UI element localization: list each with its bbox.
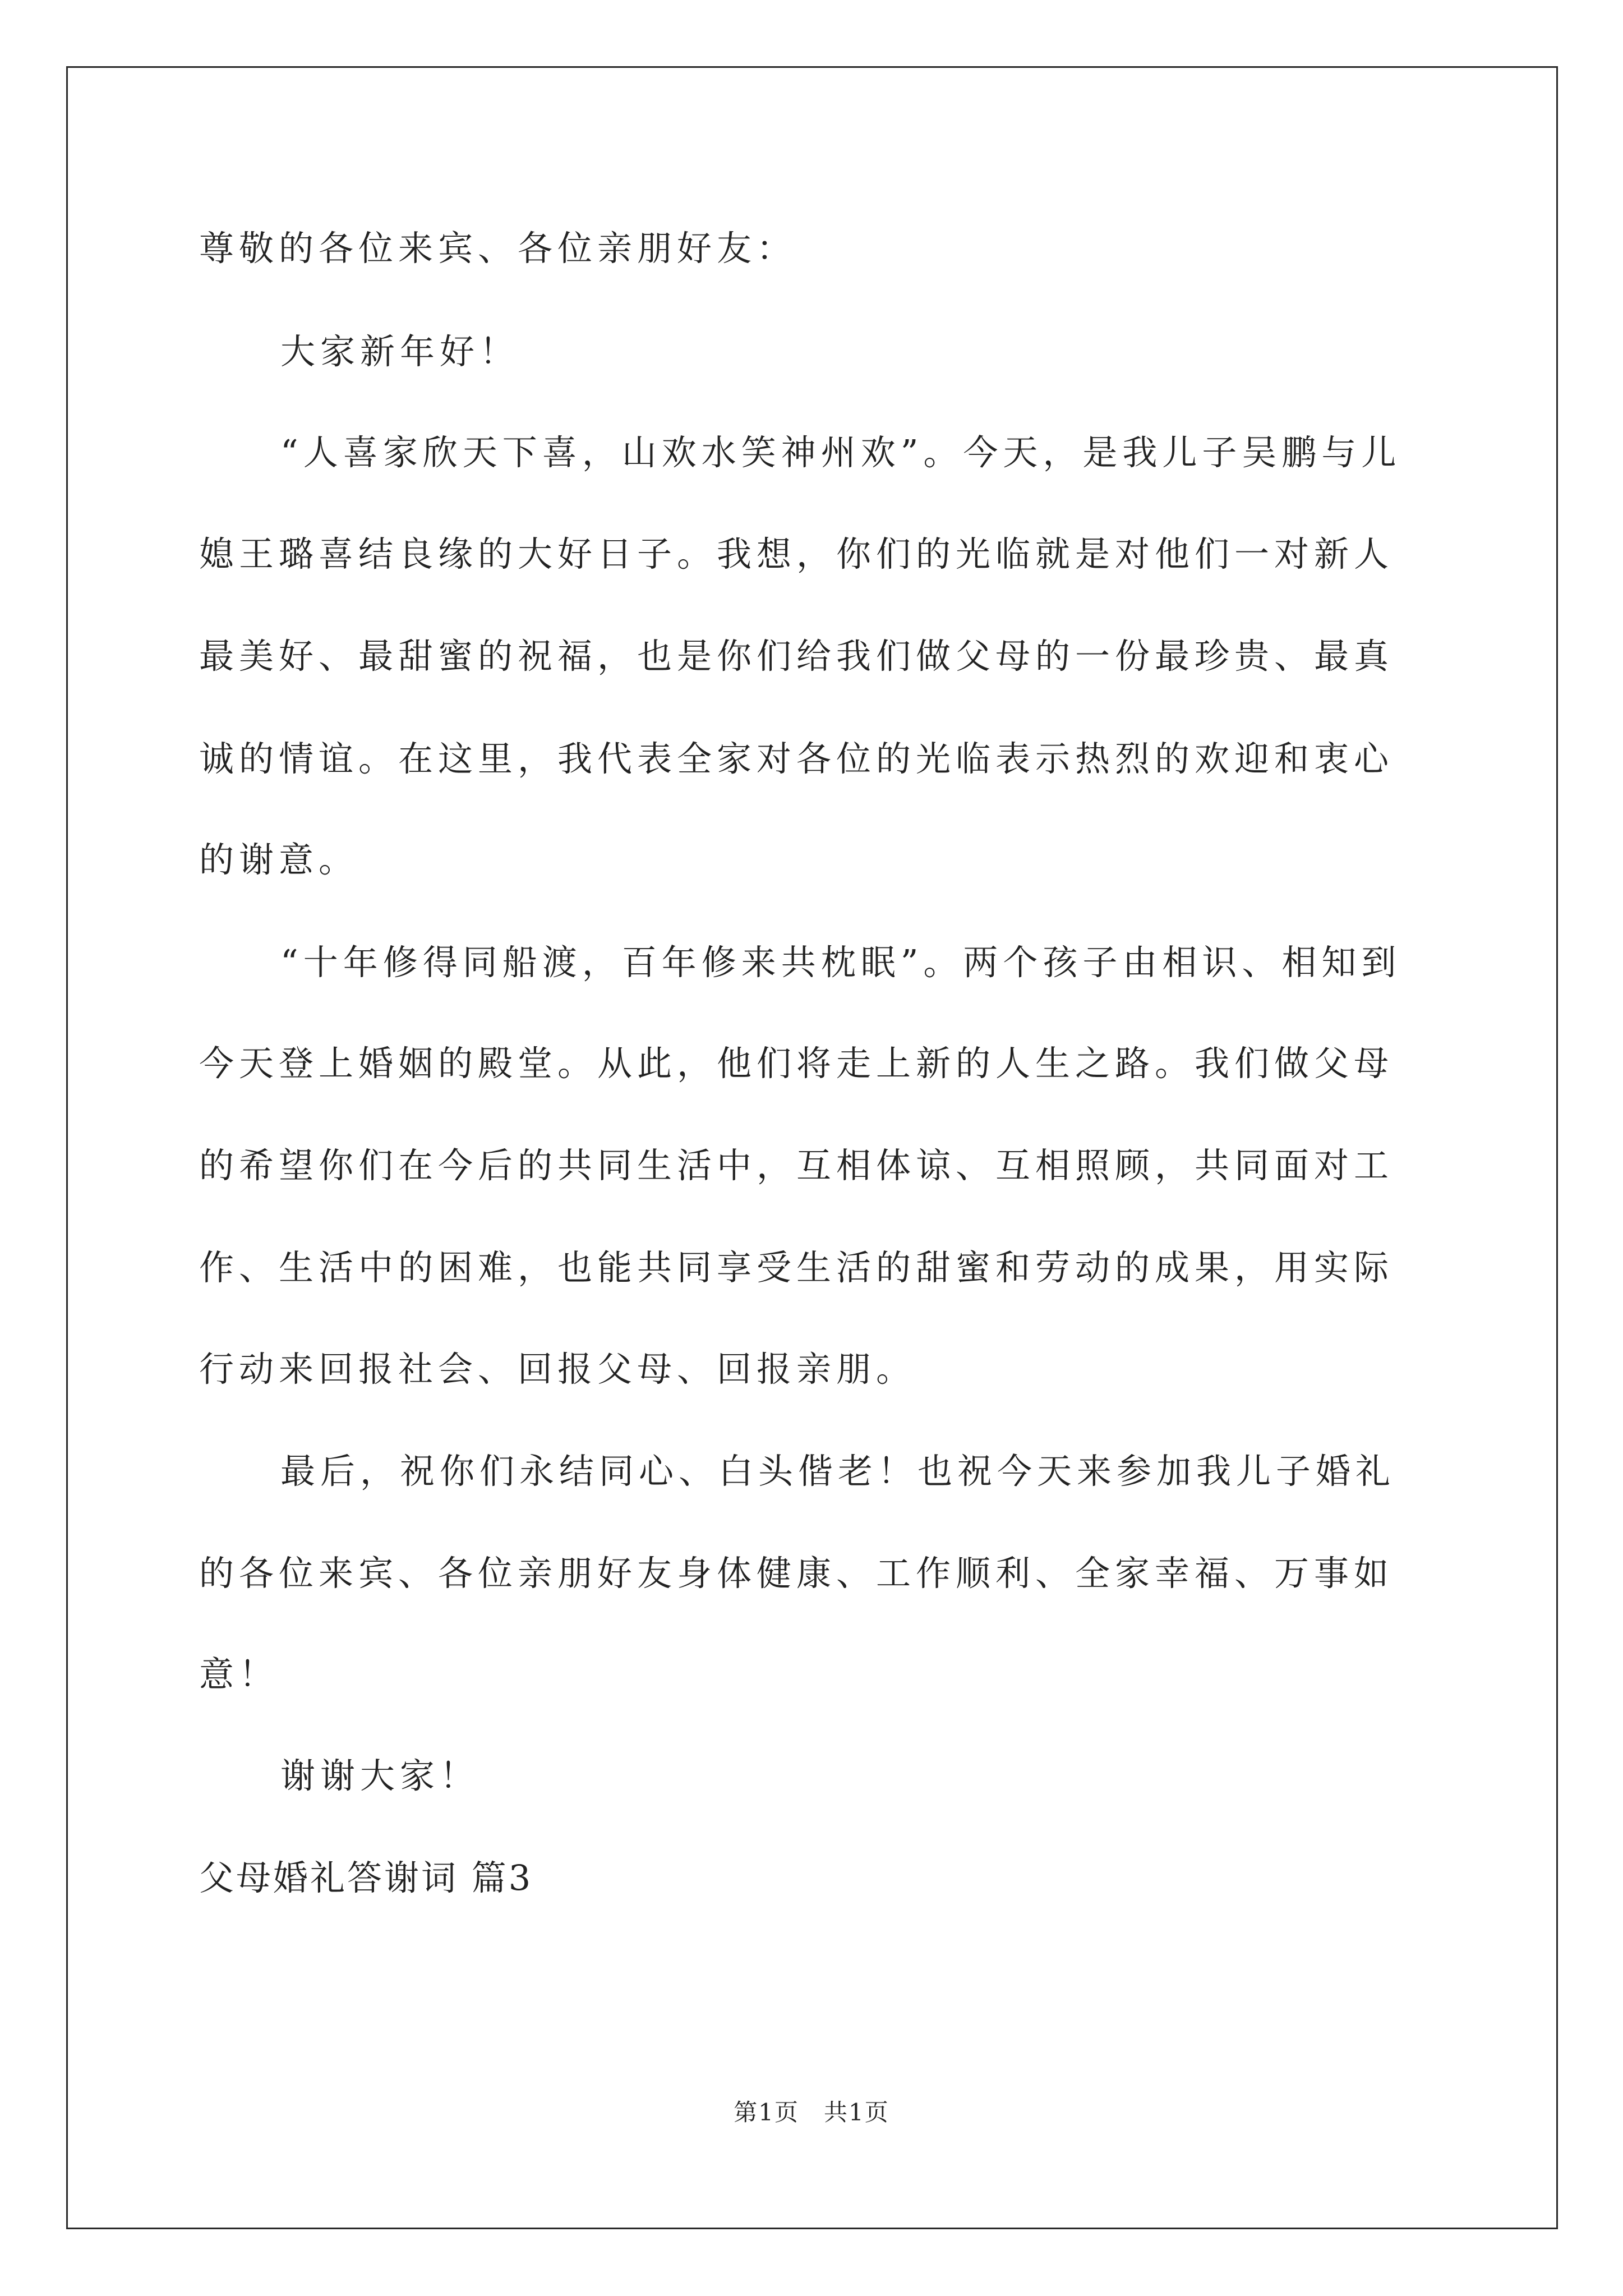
paragraph-1-line-4: 诚的情谊。在这里，我代表全家对各位的光临表示热烈的欢迎和衷心 <box>199 738 1394 779</box>
paragraph-2-line-5: 行动来回报社会、回报父母、回报亲朋。 <box>199 1349 916 1389</box>
paragraph-1-line-1: “人喜家欣天下喜，山欢水笑神州欢”。今天，是我儿子吴鹏与儿 <box>280 432 1401 473</box>
paragraph-3-line-2: 的各位来宾、各位亲朋好友身体健康、工作顺利、全家幸福、万事如 <box>199 1553 1394 1594</box>
salutation-line: 尊敬的各位来宾、各位亲朋好友： <box>199 228 797 269</box>
section-heading: 父母婚礼答谢词 篇3 <box>199 1857 533 1898</box>
paragraph-1-line-5: 的谢意。 <box>199 839 359 880</box>
thanks-line: 谢谢大家！ <box>280 1755 480 1796</box>
paragraph-2-line-1: “十年修得同船渡，百年修来共枕眠”。两个孩子由相识、相知到 <box>280 942 1401 983</box>
paragraph-3-line-3: 意！ <box>199 1654 279 1695</box>
paragraph-2-line-2: 今天登上婚姻的殿堂。从此，他们将走上新的人生之路。我们做父母 <box>199 1043 1394 1084</box>
paragraph-1-line-2: 媳王璐喜结良缘的大好日子。我想，你们的光临就是对他们一对新人 <box>199 533 1394 574</box>
page-number-footer: 第1页 共1页 <box>734 2099 889 2126</box>
paragraph-2-line-3: 的希望你们在今后的共同生活中，互相体谅、互相照顾，共同面对工 <box>199 1145 1394 1186</box>
paragraph-3-line-1: 最后，祝你们永结同心、白头偕老！也祝今天来参加我儿子婚礼 <box>280 1451 1396 1492</box>
greeting-line: 大家新年好！ <box>280 331 520 372</box>
paragraph-1-line-3: 最美好、最甜蜜的祝福，也是你们给我们做父母的一份最珍贵、最真 <box>199 636 1394 677</box>
paragraph-2-line-4: 作、生活中的困难，也能共同享受生活的甜蜜和劳动的成果，用实际 <box>199 1247 1394 1288</box>
